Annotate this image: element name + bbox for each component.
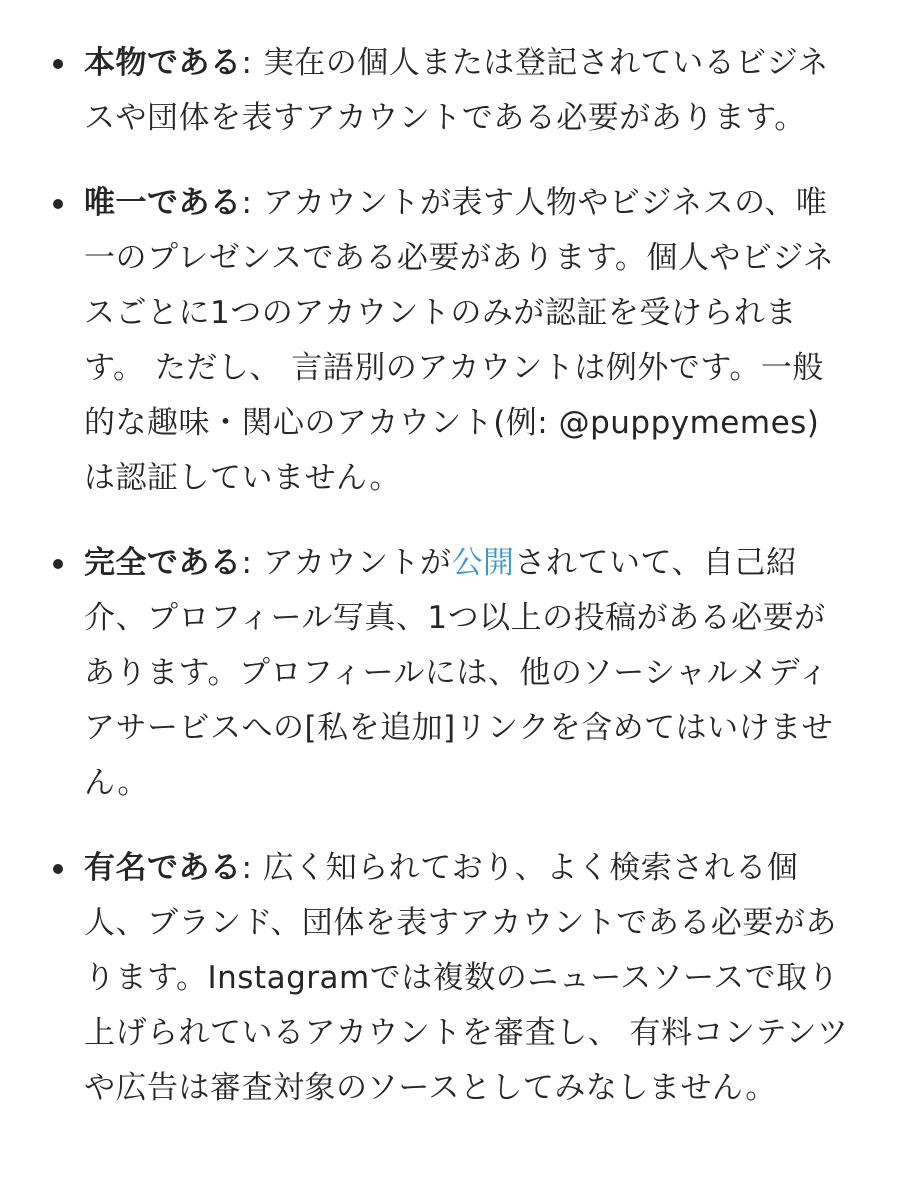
criterion-description: 実在の個人または登記されているビジネスや団体を表すアカウントである必要があります。 (84, 45, 829, 136)
criterion-description-after-link: されていて、自己紹介、プロフィール写真、1つ以上の投稿がある必要があります。プロフィールには、他のソーシャルメディアサービスへの[私を追加]リンクを含めてはいけません。 (84, 545, 834, 801)
criterion-separator: : (241, 850, 263, 886)
verification-criteria-list (0, 36, 898, 1116)
criterion-separator: : (241, 45, 263, 81)
bullet-icon (53, 559, 63, 569)
criterion-term: 唯一である (84, 185, 242, 221)
criterion-description-before-link: アカウントが (262, 545, 452, 581)
criterion-separator: : (241, 545, 263, 581)
criterion-separator: : (241, 185, 263, 221)
bullet-icon (53, 59, 63, 69)
bullet-icon (53, 864, 63, 874)
bullet-icon (53, 199, 63, 209)
criterion-term: 本物である (84, 45, 242, 81)
public-account-link[interactable]: 公開 (451, 545, 515, 581)
criterion-description: アカウントが表す人物やビジネスの、唯一のプレゼンスである必要があります。個人やビジネスごとに1つのアカウントのみが認証を受けられます。 ただし、 言語別のアカウントは例外です。一般的な趣味・関心のアカウント(例: @puppymemes)は認証していません。 (84, 185, 835, 496)
criterion-complete (0, 536, 898, 811)
criterion-term: 完全である (84, 545, 242, 581)
criterion-term: 有名である (84, 850, 242, 886)
criterion-notable (0, 841, 898, 1116)
criterion-authentic (0, 36, 898, 146)
criterion-description: 広く知られており、よく検索される個人、ブランド、団体を表すアカウントである必要があります。Instagramでは複数のニュースソースで取り上げられているアカウントを審査し、 有料コンテンツや広告は審査対象のソースとしてみなしません。 (84, 850, 849, 1106)
criterion-unique (0, 176, 898, 506)
